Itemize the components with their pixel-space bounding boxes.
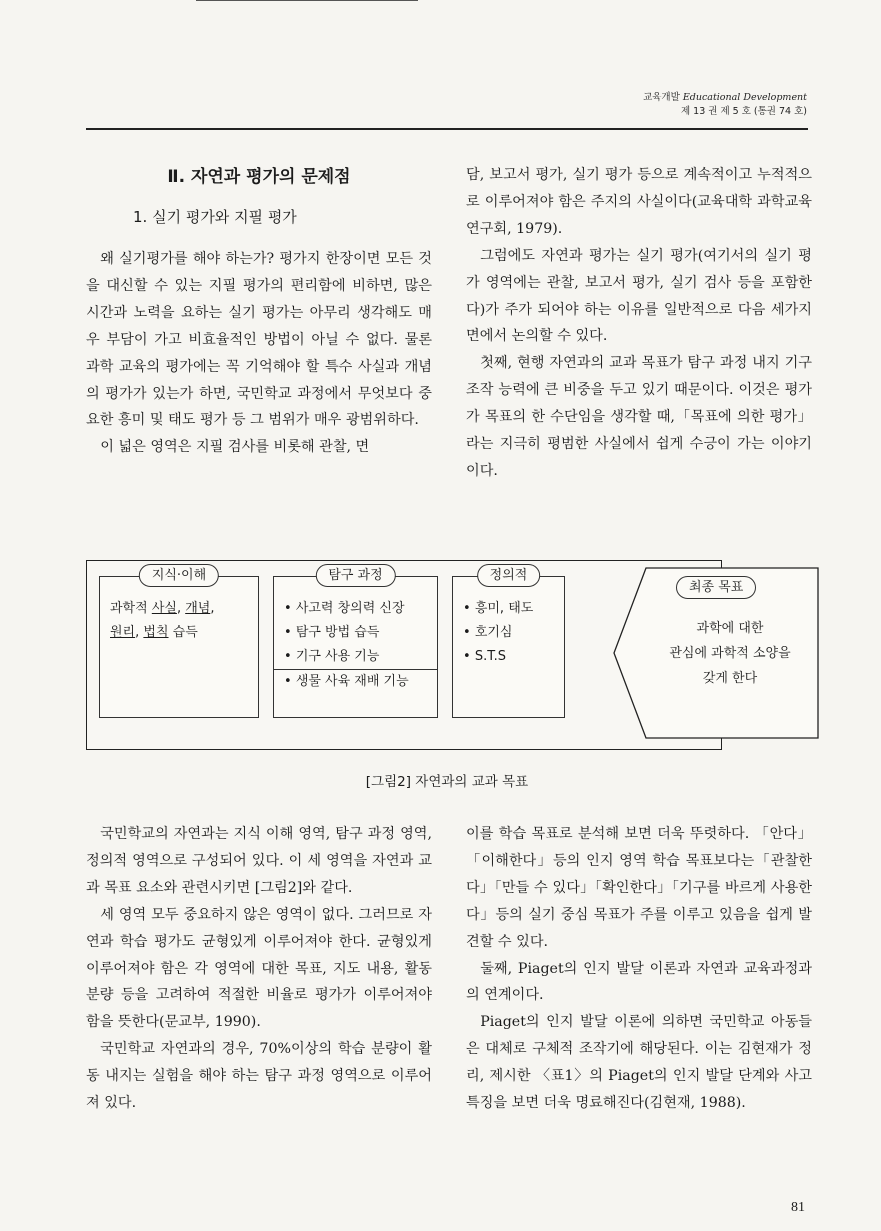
underlined-term: 사실: [151, 601, 177, 616]
list-item: • 생물 사육 재배 기능: [274, 669, 437, 694]
journal-name-ko: 교육개발: [643, 92, 680, 103]
affective-list: [463, 597, 556, 669]
text: ,: [176, 601, 186, 616]
text: 습득: [168, 625, 198, 640]
paragraph: 담, 보고서 평가, 실기 평가 등으로 계속적이고 누적적으로 이루어져야 함은 주지의 사실이다(교육대학 과학교육연구회, 1979).: [466, 167, 812, 237]
journal-header: [643, 91, 807, 119]
left-column-bottom: [86, 821, 432, 1117]
text-line: 갖게 한다: [702, 671, 758, 686]
top-rule: [196, 0, 418, 1]
list-item: • 호기심: [463, 621, 556, 645]
paragraph: 왜 실기평가를 해야 하는가? 평가지 한장이면 모든 것을 대신할 수 있는 지필 평가의 편리함에 비하면, 많은 시간과 노력을 요하는 실기 평가는 아무리 생각해도 매우 부담이 가고 비효율적인 방법이 아닐 수 없다. 물론 과학 교육의 평가에는 꼭 기억해야 할 특수 사실과 개념의 평가가 있는가 하면, 국민학교 과정에서 무엇보다 중요한 흥미 및 태도 평가 등 그 범위가 매우 광범위하다.: [86, 251, 432, 429]
list-item: • 사고력 창의력 신장: [284, 597, 429, 621]
text: 과학적: [110, 601, 152, 616]
figure-caption: [그림2] 자연과의 교과 목표: [365, 774, 529, 790]
paragraph: 이를 학습 목표로 분석해 보면 더욱 뚜렷하다. 「안다」「이해한다」등의 인지 영역 학습 목표보다는「관찰한다」「만들 수 있다」「확인한다」「기구를 바르게 사용한다」등의 실기 중심 목표가 주를 이루고 있음을 쉽게 발견할 수 있다.: [466, 826, 812, 950]
left-column-top: [86, 246, 432, 461]
text-line: 과학에 대한: [696, 621, 764, 636]
underlined-term: 개념: [185, 601, 211, 616]
knowledge-body: [110, 597, 250, 645]
paragraph: 둘째, Piaget의 인지 발달 이론과 자연과 교육과정과의 연계이다.: [466, 960, 812, 1004]
list-item: • 탐구 방법 습득: [284, 621, 429, 645]
final-goal-label: 최종 목표: [676, 576, 756, 599]
page-number: 81: [791, 1200, 805, 1215]
affective-label: 정의적: [477, 564, 541, 587]
inquiry-label: 탐구 과정: [315, 564, 395, 587]
paragraph: 국민학교의 자연과는 지식 이해 영역, 탐구 과정 영역, 정의적 영역으로 구성되어 있다. 이 세 영역을 자연과 교과 목표 요소와 관련시키면 [그림2]와 같다.: [86, 826, 432, 896]
header-rule: [86, 128, 808, 130]
knowledge-box: [99, 568, 259, 718]
text-line: 관심에 과학적 소양을: [669, 646, 791, 661]
knowledge-label: 지식·이해: [139, 564, 219, 587]
list-item: • 기구 사용 기능: [284, 645, 429, 669]
list-item: • 흥미, 태도: [463, 597, 556, 621]
text: ,: [135, 625, 144, 640]
journal-issue: 제 13 권 제 5 호 (통권 74 호): [680, 106, 807, 117]
affective-box: [452, 568, 565, 718]
right-column-top: [466, 162, 812, 485]
section-title: Ⅱ. 자연과 평가의 문제점: [167, 167, 351, 187]
inquiry-box: [273, 568, 438, 718]
paragraph: 세 영역 모두 중요하지 않은 영역이 없다. 그러므로 자연과 학습 평가도 균형있게 이루어져야 한다. 균형있게 이루어져야 함은 각 영역에 대한 목표, 지도 내용, 활동 분량 등을 고려하여 적절한 비율로 평가가 이루어져야 함을 뜻한다(문교부, 1990).: [86, 906, 432, 1031]
paragraph: 첫째, 현행 자연과의 교과 목표가 탐구 과정 내지 기구 조작 능력에 큰 비중을 두고 있기 때문이다. 이것은 평가가 목표의 한 수단임을 생각할 때,「목표에 의한 평가」라는 지극히 평범한 사실에서 쉽게 수긍이 가는 이야기이다.: [466, 355, 812, 479]
paragraph: 그럼에도 자연과 평가는 실기 평가(여기서의 실기 평가 영역에는 관찰, 보고서 평가, 실기 검사 등을 포함한다)가 주가 되어야 하는 이유를 일반적으로 다음 세가지 면에서 논의할 수 있다.: [466, 247, 812, 345]
journal-name-en: Educational Development: [682, 92, 807, 103]
paragraph: 국민학교 자연과의 경우, 70%이상의 학습 분량이 활동 내지는 실험을 해야 하는 탐구 과정 영역으로 이루어져 있다.: [86, 1041, 432, 1112]
list-item: • S.T.S: [463, 645, 556, 669]
text: ,: [210, 601, 215, 616]
underlined-term: 원리: [110, 625, 136, 640]
subsection-title: 1. 실기 평가와 지필 평가: [133, 208, 297, 226]
paragraph: 이 넓은 영역은 지필 검사를 비롯해 관찰, 면: [100, 439, 370, 456]
underlined-term: 법칙: [143, 625, 169, 640]
right-column-bottom: [466, 821, 812, 1117]
final-goal-text: [640, 616, 820, 691]
paragraph: Piaget의 인지 발달 이론에 의하면 국민학교 아동들은 대체로 구체적 조작기에 해당된다. 이는 김현재가 정리, 제시한 〈표1〉의 Piaget의 인지 발달 단계와 사고 특징을 보면 더욱 명료해진다(김현재, 1988).: [466, 1014, 812, 1112]
inquiry-list: [284, 597, 429, 694]
